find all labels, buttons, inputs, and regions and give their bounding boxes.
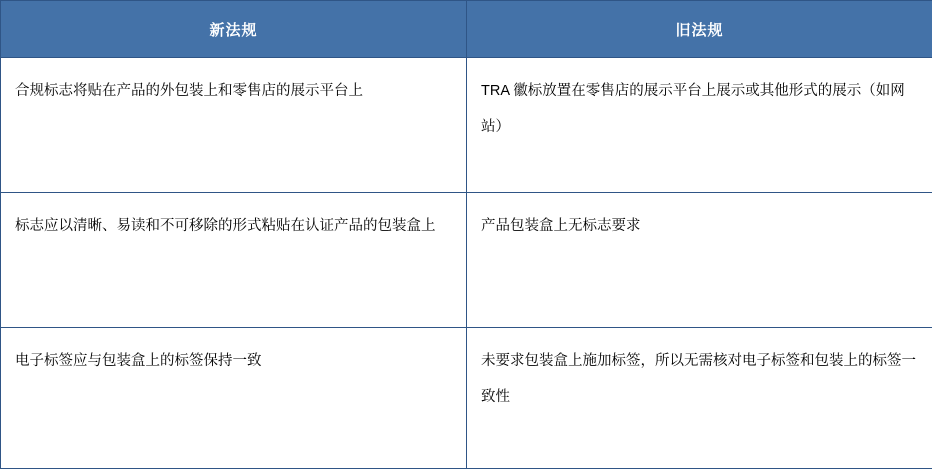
table-row xyxy=(1,58,932,193)
table-header xyxy=(1,1,932,58)
cell-text: TRA 徽标放置在零售店的展示平台上展示或其他形式的展示（如网站） xyxy=(481,74,918,145)
cell-old-regulation-2 xyxy=(467,193,932,328)
cell-new-regulation-2 xyxy=(1,193,467,328)
cell-text: 产品包装盒上无标志要求 xyxy=(481,209,918,245)
table-row xyxy=(1,328,932,469)
table-body xyxy=(1,58,932,469)
cell-old-regulation-3 xyxy=(467,328,932,469)
column-header-old-regulation: 旧法规 xyxy=(467,1,932,58)
cell-text: 合规标志将贴在产品的外包装上和零售店的展示平台上 xyxy=(15,74,452,110)
cell-text: 未要求包装盒上施加标签，所以无需核对电子标签和包装上的标签一致性 xyxy=(481,344,918,415)
cell-new-regulation-3 xyxy=(1,328,467,469)
cell-new-regulation-1 xyxy=(1,58,467,193)
column-header-new-regulation: 新法规 xyxy=(1,1,467,58)
table-header-row xyxy=(1,1,932,58)
cell-text: 标志应以清晰、易读和不可移除的形式粘贴在认证产品的包装盒上 xyxy=(15,209,452,245)
cell-text: 电子标签应与包装盒上的标签保持一致 xyxy=(15,344,452,380)
table-row xyxy=(1,193,932,328)
cell-old-regulation-1 xyxy=(467,58,932,193)
